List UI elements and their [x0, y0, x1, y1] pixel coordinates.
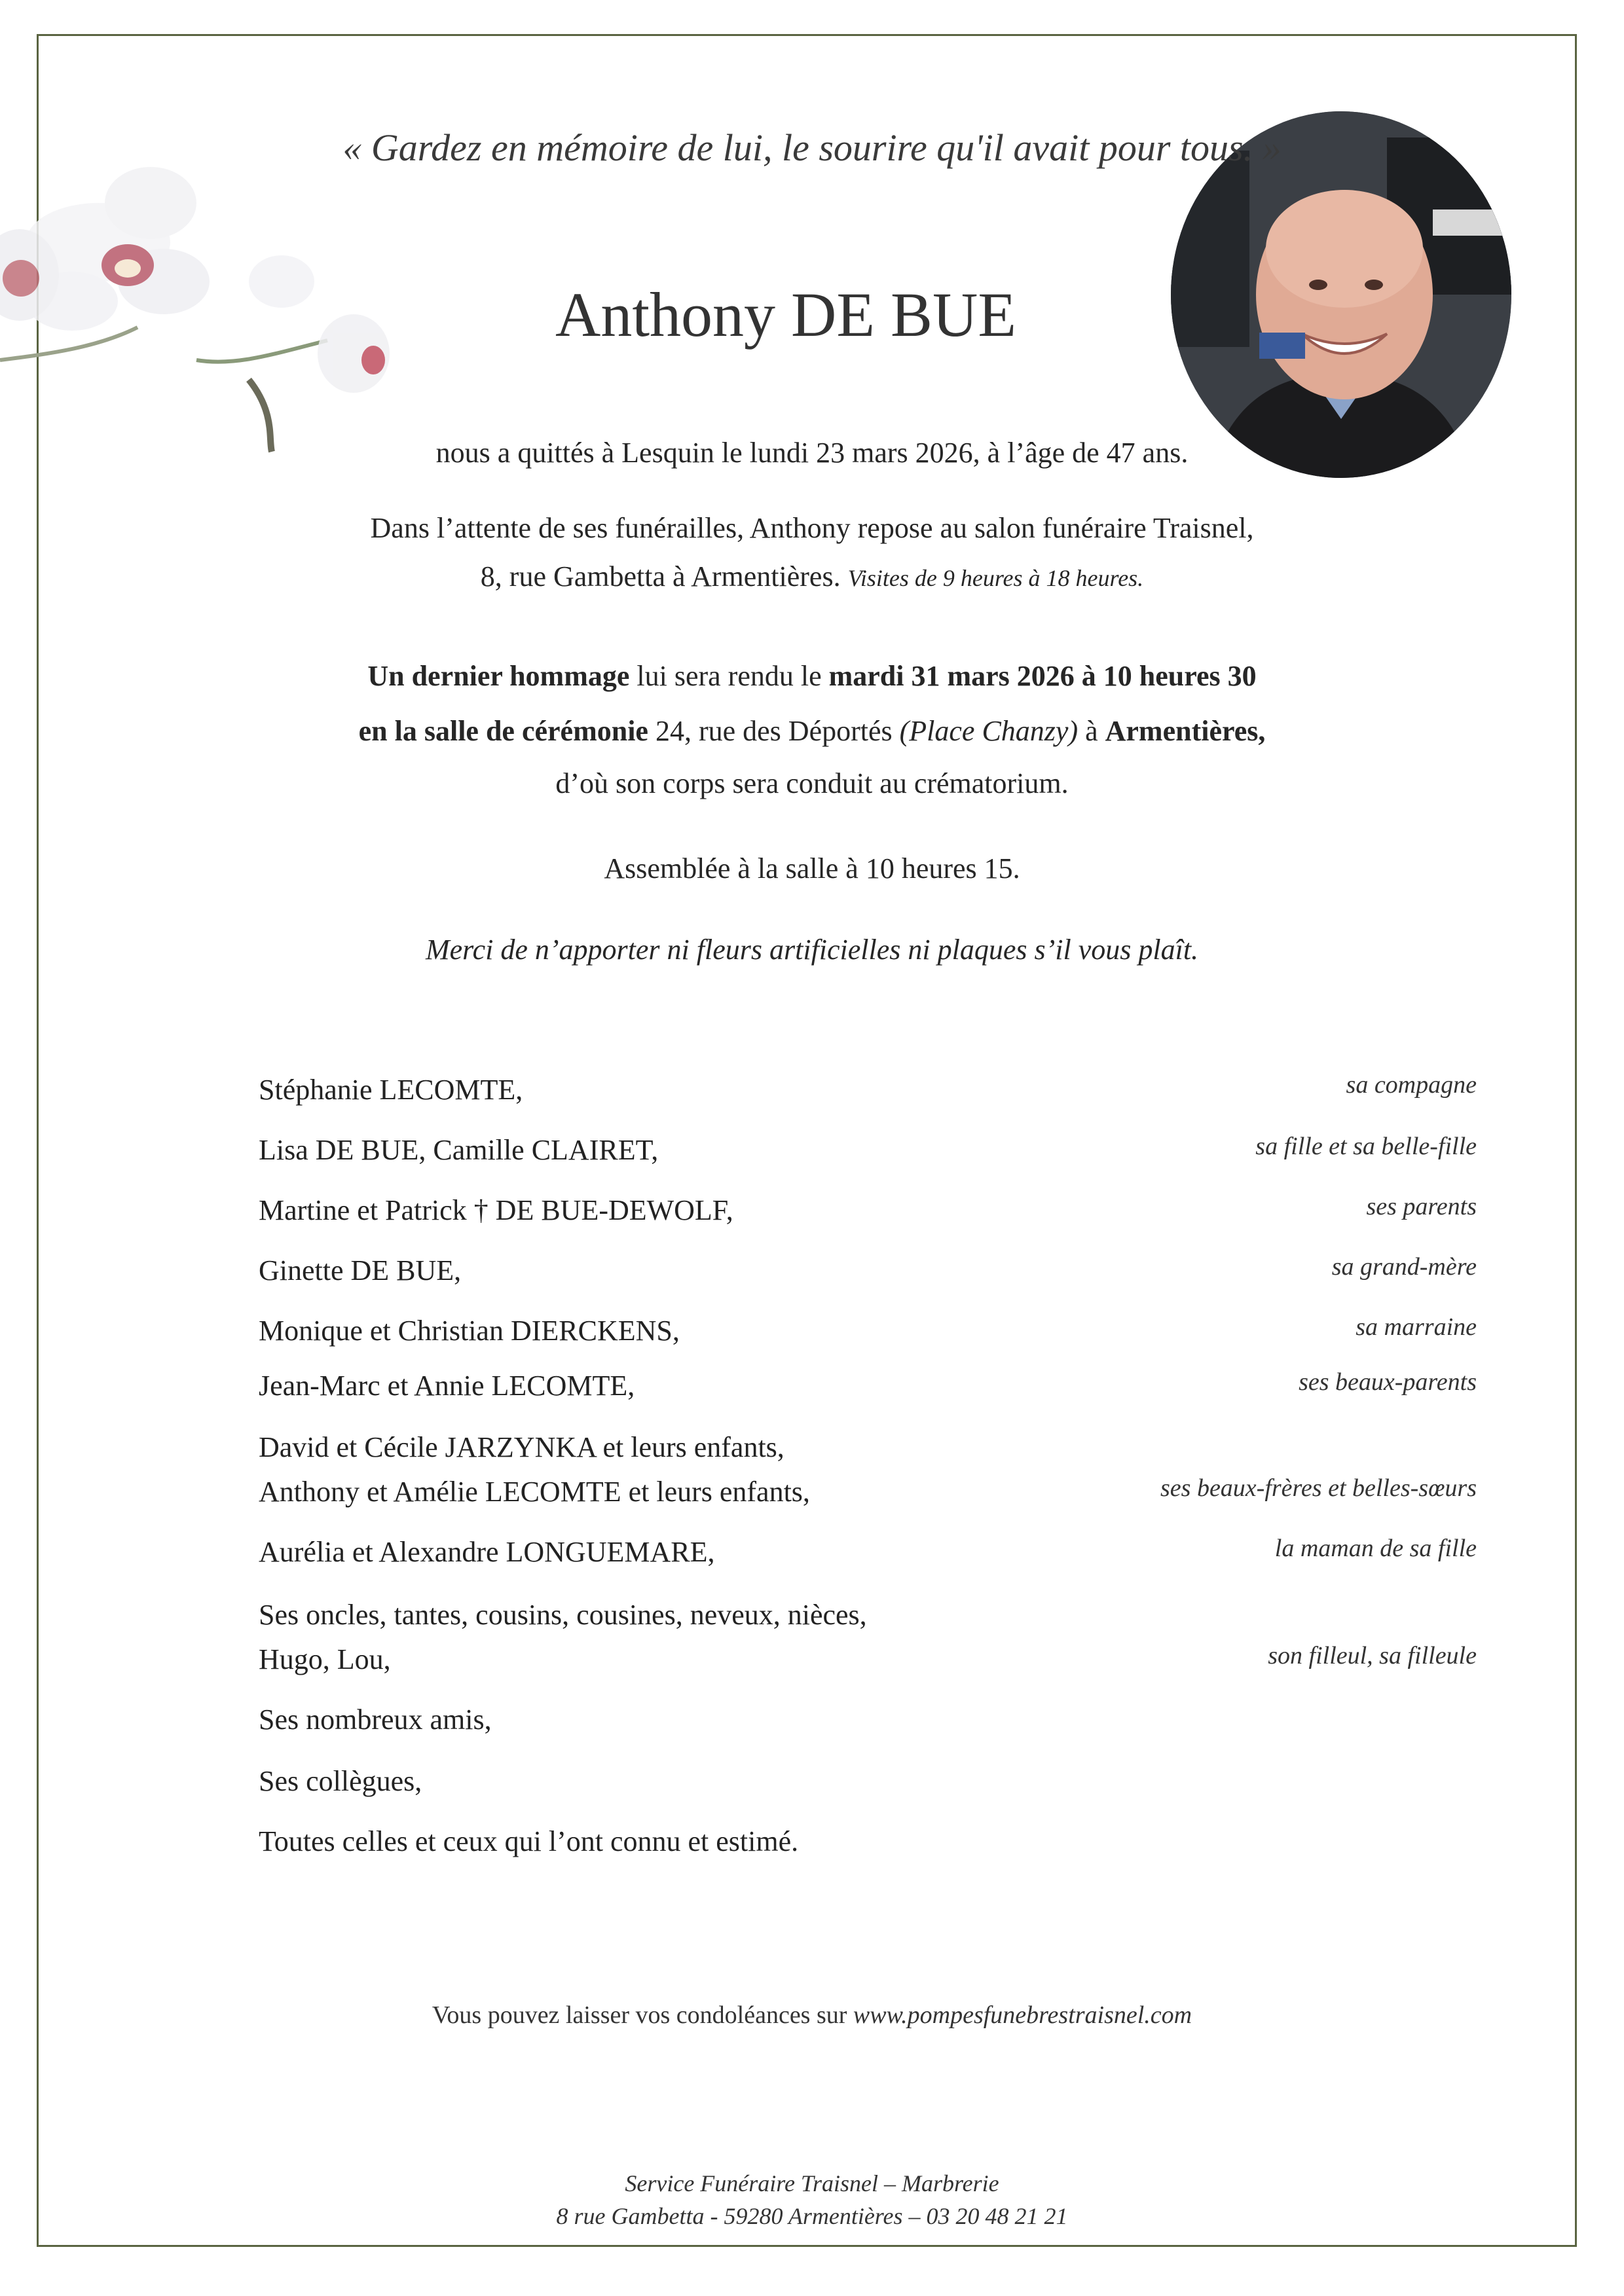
memorial-quote: « Gardez en mémoire de lui, le sourire qu'il avait pour tous. »: [342, 126, 1282, 169]
condolences-text: Vous pouvez laisser vos condoléances sur: [432, 2001, 853, 2029]
family-relation: ses parents: [1366, 1193, 1477, 1220]
ceremony-text: lui sera rendu le: [629, 660, 829, 692]
ceremony-line-1: [0, 652, 1624, 701]
family-name: Stéphanie LECOMTE,: [259, 1074, 523, 1106]
family-name: Ses nombreux amis,: [259, 1704, 492, 1736]
ceremony-line-3: d’où son corps sera conduit au crématorium.: [555, 767, 1069, 799]
deceased-name: Anthony DE BUE: [555, 280, 1016, 350]
ceremony-place: (Place Chanzy): [899, 715, 1079, 747]
family-relation: sa marraine: [1356, 1313, 1477, 1341]
death-notice: nous a quittés à Lesquin le lundi 23 mars 2026, à l’âge de 47 ans.: [435, 437, 1189, 469]
family-name: Lisa DE BUE, Camille CLAIRET,: [259, 1134, 659, 1166]
repose-line-1: Dans l’attente de ses funérailles, Anthony repose au salon funéraire Traisnel,: [370, 512, 1254, 544]
family-name: Anthony et Amélie LECOMTE et leurs enfants,: [259, 1476, 810, 1508]
family-relation: la maman de sa fille: [1274, 1535, 1477, 1562]
family-relation: ses beaux-frères et belles-sœurs: [1160, 1474, 1477, 1502]
ceremony-street: 24, rue des Déportés: [648, 715, 900, 747]
assembly-time: Assemblée à la salle à 10 heures 15.: [604, 852, 1020, 884]
ceremony-tribute: Un dernier hommage: [367, 660, 630, 692]
family-name: Ses oncles, tantes, cousins, cousines, neveux, nièces,: [259, 1599, 867, 1631]
condolences-line: [0, 2001, 1624, 2030]
footer-address: 8 rue Gambetta - 59280 Armentières – 03 20 48 21 21: [556, 2203, 1068, 2229]
repose-address: 8, rue Gambetta à Armentières.: [480, 560, 841, 592]
footer-company: Service Funéraire Traisnel – Marbrerie: [625, 2170, 999, 2196]
ceremony-date: mardi 31 mars 2026 à 10 heures 30: [828, 660, 1257, 692]
repose-line-2: [0, 553, 1624, 602]
family-name: Ses collègues,: [259, 1765, 422, 1797]
family-name: Monique et Christian DIERCKENS,: [259, 1315, 680, 1347]
family-name: Ginette DE BUE,: [259, 1254, 462, 1286]
family-name: David et Cécile JARZYNKA et leurs enfants,: [259, 1431, 784, 1463]
family-name: Hugo, Lou,: [259, 1643, 391, 1675]
family-name: Aurélia et Alexandre LONGUEMARE,: [259, 1536, 715, 1568]
flowers-request: Merci de n’apporter ni fleurs artificielles ni plaques s’il vous plaît.: [425, 934, 1199, 966]
family-relation: sa grand-mère: [1331, 1253, 1477, 1281]
family-relation: sa fille et sa belle-fille: [1255, 1133, 1477, 1160]
family-name: Toutes celles et ceux qui l’ont connu et estimé.: [259, 1825, 799, 1857]
family-name: Jean-Marc et Annie LECOMTE,: [259, 1370, 635, 1402]
ceremony-line-2: [0, 707, 1624, 756]
family-relation: son filleul, sa filleule: [1268, 1642, 1477, 1669]
family-relation: sa compagne: [1346, 1071, 1477, 1099]
condolences-link[interactable]: www.pompesfunebrestraisnel.com: [853, 2001, 1192, 2029]
family-name: Martine et Patrick † DE BUE-DEWOLF,: [259, 1194, 733, 1226]
ceremony-venue: en la salle de cérémonie: [358, 715, 648, 747]
ceremony-city: Armentières,: [1105, 715, 1266, 747]
ceremony-at: à: [1078, 715, 1105, 747]
visiting-hours: Visites de 9 heures à 18 heures.: [847, 565, 1144, 591]
family-relation: ses beaux-parents: [1299, 1368, 1477, 1396]
